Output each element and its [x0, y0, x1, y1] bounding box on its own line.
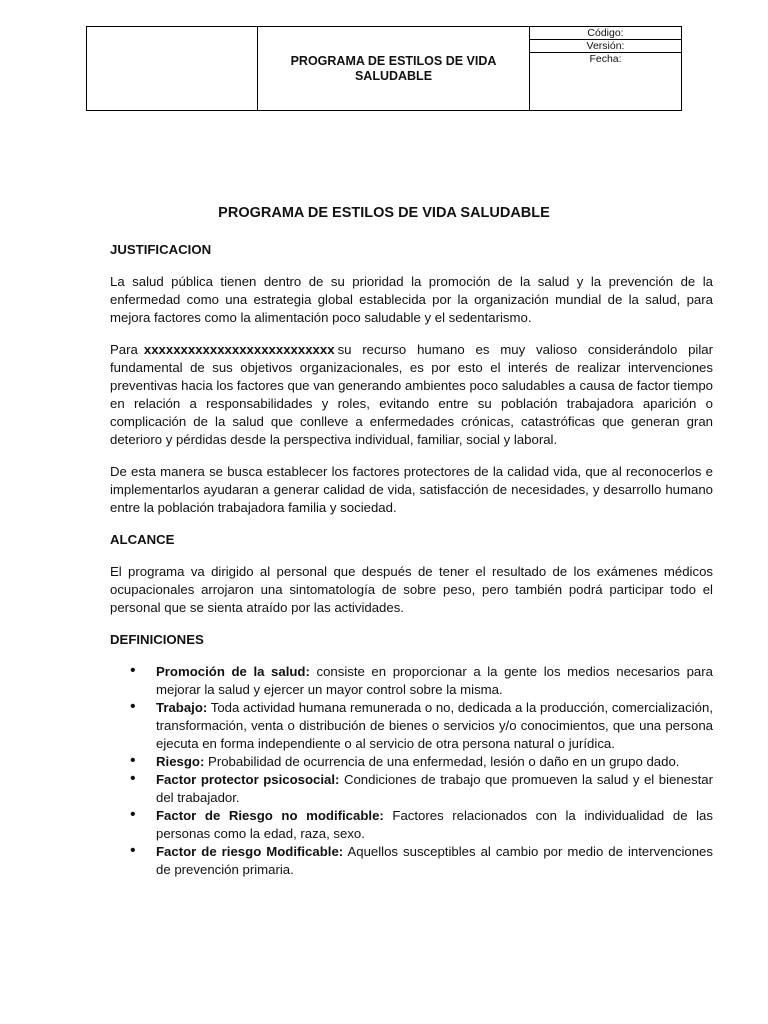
definition-text: Aquellos susceptibles al cambio por medio de intervenciones de prevención primaria. [156, 844, 713, 877]
document-title: PROGRAMA DE ESTILOS DE VIDA SALUDABLE [218, 205, 550, 221]
definition-term: Factor protector psicosocial: [156, 772, 340, 787]
header-title: PROGRAMA DE ESTILOS DE VIDA SALUDABLE [258, 27, 530, 110]
justificacion-paragraph-3: De esta manera se busca establecer los factores protectores de la calidad vida, que al reconocerlos e implementarlos ayudaran a generar calidad de vida, satisfacción de necesidades, y desarrollo humano entre la población trabajadora familia y sociedad. [110, 464, 713, 515]
definition-item [110, 753, 713, 771]
justificacion-heading: JUSTIFICACION [110, 242, 212, 257]
definition-item [110, 807, 713, 843]
logo-cell [87, 27, 258, 110]
fecha-label: Fecha: [589, 53, 622, 65]
definition-term: Promoción de la salud: [156, 664, 310, 679]
definitions-list [110, 663, 713, 879]
company-placeholder: xxxxxxxxxxxxxxxxxxxxxxxxxx [143, 342, 335, 357]
p2-rest: su recurso humano es muy valioso considerándolo pilar fundamental de sus objetivos organizacionales, es por esto el interés de realizar intervenciones preventivas hacia los factores que van generando ambientes poco saludables a causa de factor tiempo en relación a responsabilidades y roles, evitando entre su población trabajadora aparición o complicación de la salud que conlleve a enfermedades crónicas, catastróficas que generan gran deterioro y pérdidas desde la perspectiva individual, familiar, social y laboral. [110, 342, 713, 447]
justificacion-paragraph-2 [110, 341, 713, 449]
definition-text: Toda actividad humana remunerada o no, dedicada a la producción, comercialización, transformación, venta o distribución de bienes o servicios y/o conocimientos, que una persona ejecuta en forma independiente o al servicio de otra persona natural o jurídica. [156, 700, 713, 751]
definition-item [110, 699, 713, 753]
alcance-paragraph: El programa va dirigido al personal que después de tener el resultado de los exámenes médicos ocupacionales arrojaron una sintomatología de sobre peso, pero también podrá participar todo el personal que se sienta atraído por las actividades. [110, 564, 713, 615]
p2-prefix: Para [110, 342, 138, 357]
definiciones-heading: DEFINICIONES [110, 632, 204, 647]
codigo-label: Código: [530, 27, 681, 40]
definition-item [110, 843, 713, 879]
justificacion-paragraph-1: La salud pública tienen dentro de su prioridad la promoción de la salud y la prevención de la enfermedad como una estrategia global establecida por la organización mundial de la salud, para mejora factores como la alimentación poco saludable y el sedentarismo. [110, 274, 713, 325]
document-header-table [86, 26, 682, 111]
document-body [110, 241, 713, 879]
definition-term: Riesgo: [156, 754, 205, 769]
definition-text: consiste en proporcionar a la gente los medios necesarios para mejorar la salud y ejercer un mayor control sobre la misma. [156, 664, 713, 697]
alcance-heading: ALCANCE [110, 532, 175, 547]
definition-text: Factores relacionados con la individualidad de las personas como la edad, raza, sexo. [156, 808, 713, 841]
definition-term: Factor de Riesgo no modificable: [156, 808, 384, 823]
definition-term: Factor de riesgo Modificable: [156, 844, 344, 859]
version-label: Versión: [530, 40, 681, 53]
definition-text: Probabilidad de ocurrencia de una enfermedad, lesión o daño en un grupo dado. [208, 754, 680, 769]
definition-text: Condiciones de trabajo que promueven la salud y el bienestar del trabajador. [156, 772, 714, 805]
definition-item [110, 771, 713, 807]
header-meta [530, 27, 681, 110]
definition-item [110, 663, 713, 699]
definition-term: Trabajo: [156, 700, 208, 715]
